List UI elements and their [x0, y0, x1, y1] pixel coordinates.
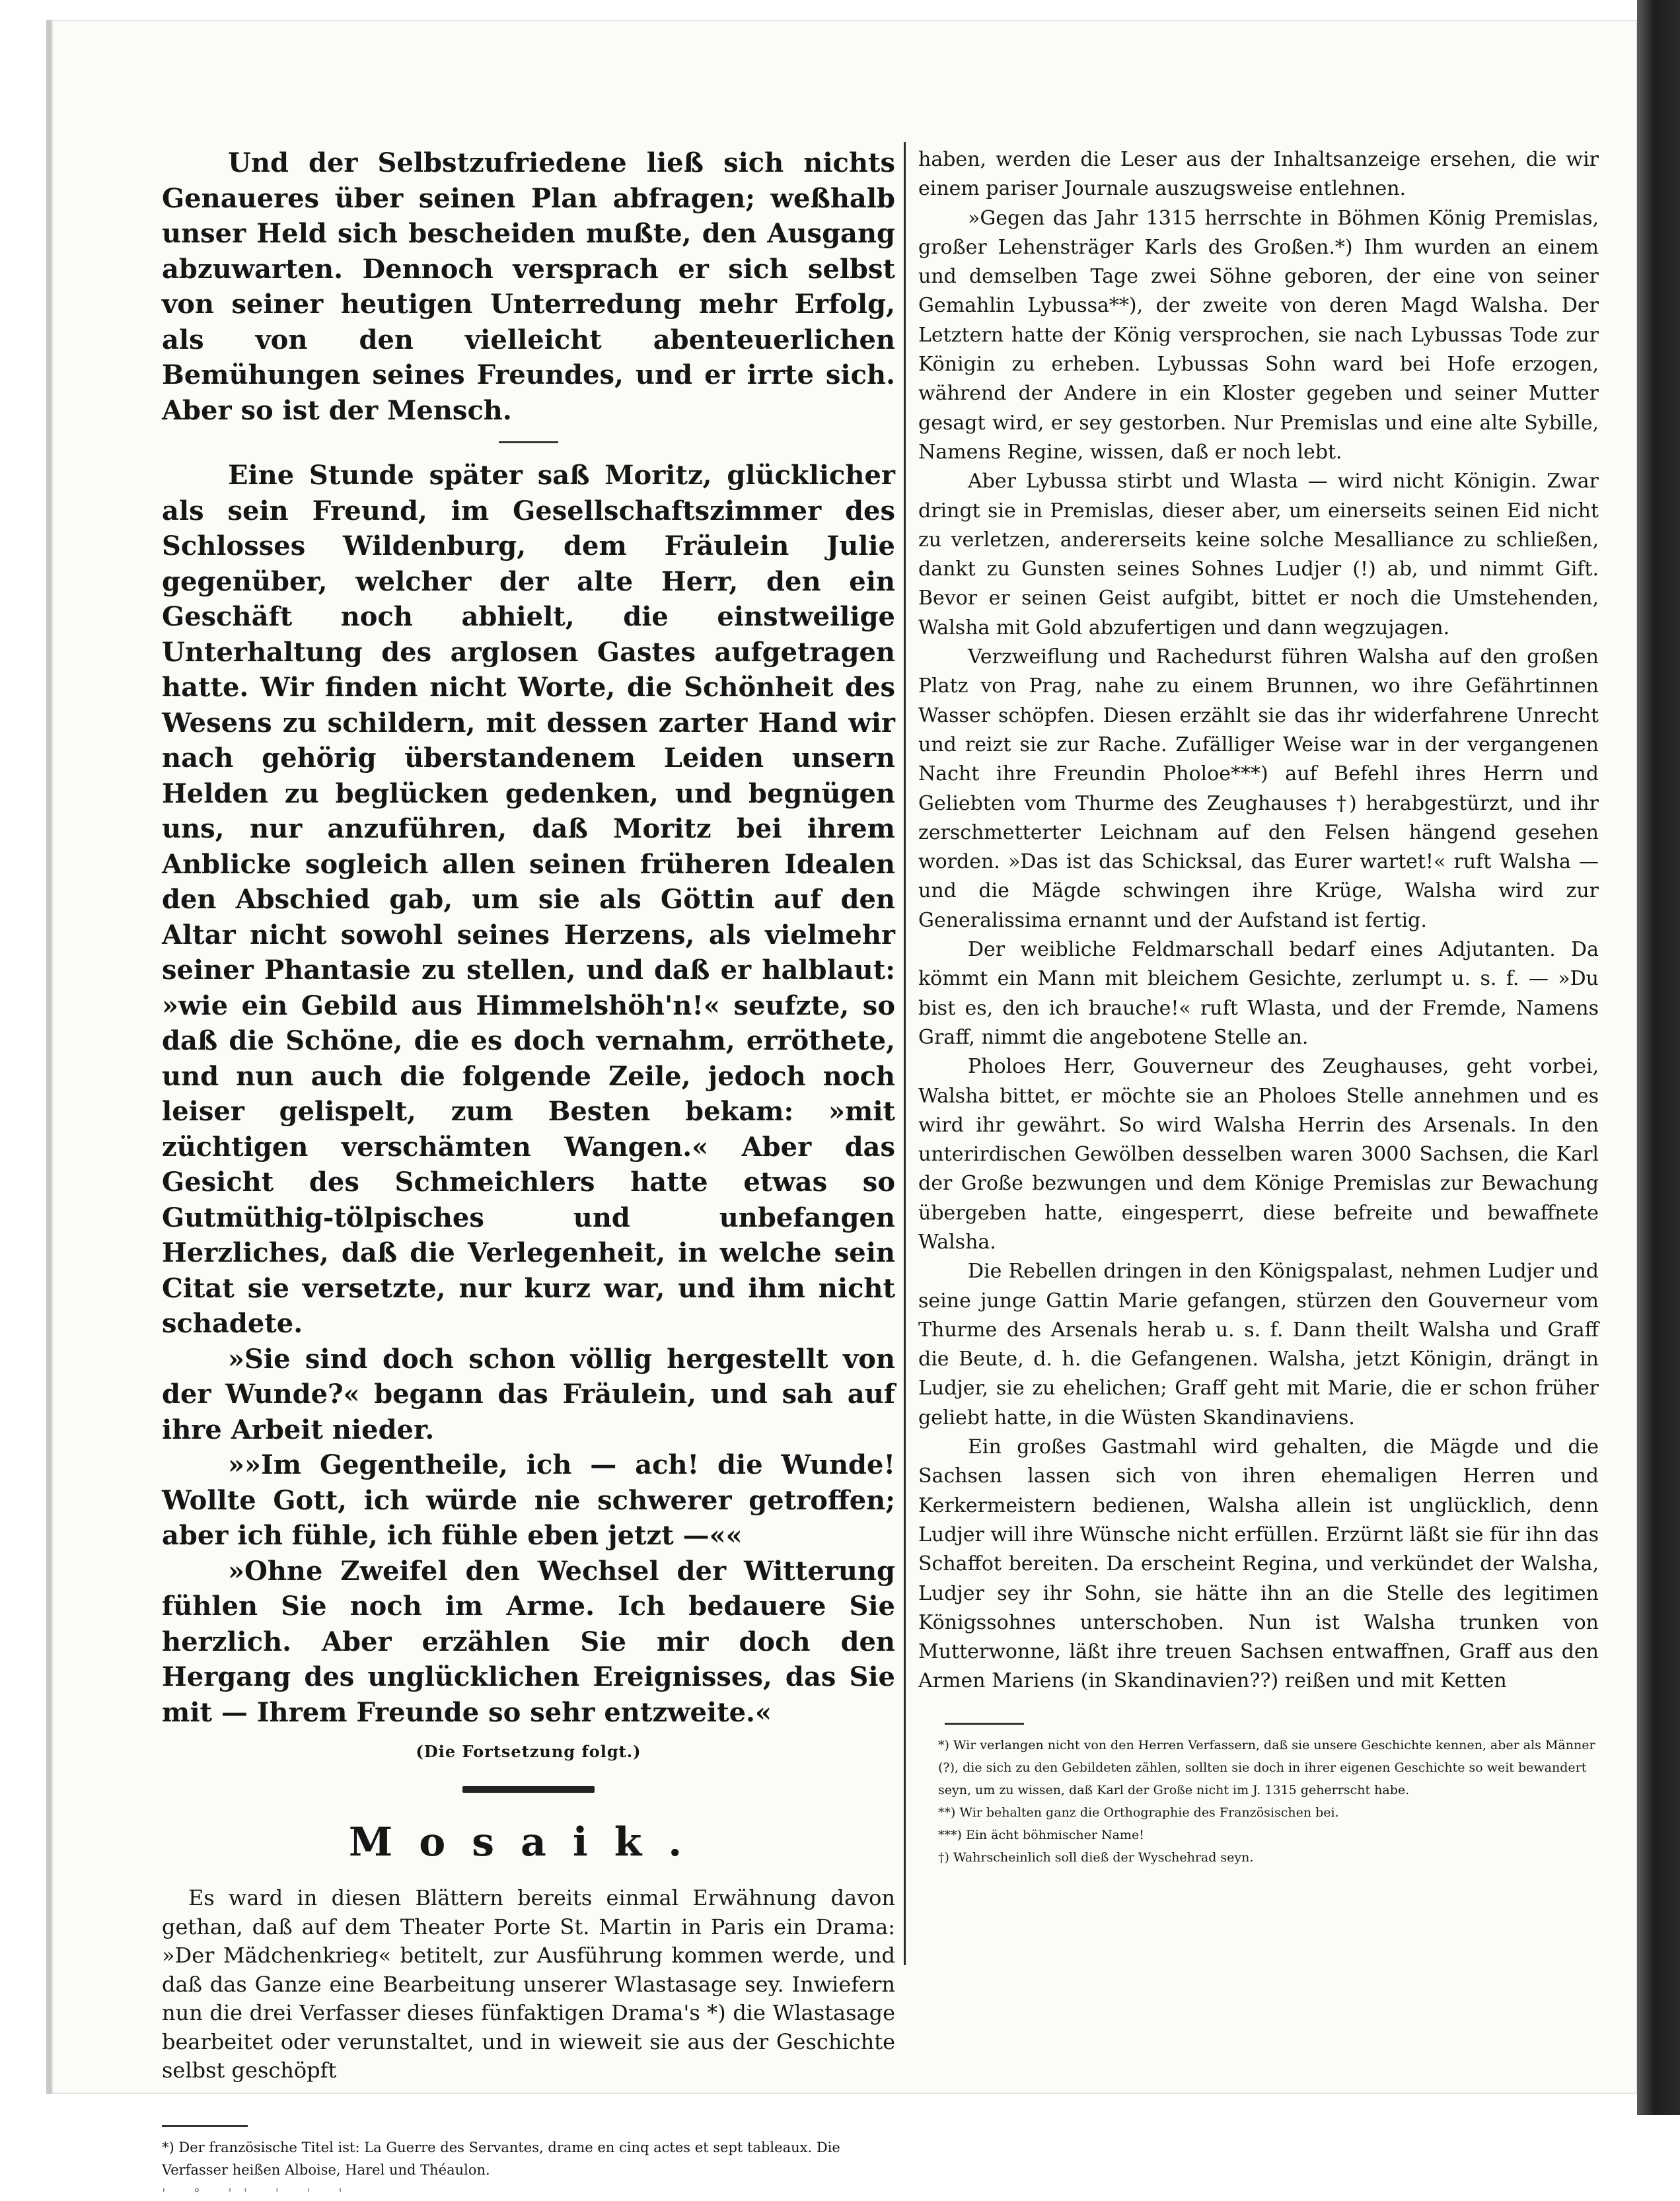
- footnote: **) Wir behalten ganz die Orthographie des Französischen bei.: [938, 1805, 1339, 1820]
- article-paragraph: Pholoes Herr, Gouverneur des Zeughauses, geht vorbei, Walsha bittet, er möchte sie an Pholoes Stelle annehmen und es wird ihr gewährt. So wird Walsha Herrin des Arsenals. In den unterirdischen Gewölben desselben waren 3000 Sachsen, die Karl der Große bezwungen und dem Könige Premislas zur Bewachung übergeben hatte, eingesperrt, diese befreite und bewaffnete Walsha.: [918, 1055, 1599, 1254]
- section-separator: [499, 441, 558, 443]
- article-paragraph: Der weibliche Feldmarschall bedarf eines Adjutanten. Da kömmt ein Mann mit bleichem Gesichte, zerlumpt u. s. f. — »Du bist es, den ich brauche!« ruft Wlasta, und der Fremde, Namens Graff, nimmt die angebotene Stelle an.: [918, 938, 1599, 1049]
- story-paragraph: Eine Stunde später saß Moritz, glücklicher als sein Freund, im Gesellschaftszimmer des Schlosses Wildenburg, dem Fräulein Julie gegenüber, welcher der alte Herr, den ein Geschäft noch abhielt, die einstweilige Unterhaltung des arglosen Gastes aufgetragen hatte. Wir finden nicht Worte, die Schönheit des Wesens zu schildern, mit dessen zarter Hand wir nach gehörig überstandenem Leiden unsern Helden zu beglücken gedenken, und begnügen uns, nur anzuführen, daß Moritz bei ihrem Anblicke sogleich allen seinen früheren Idealen den Abschied gab, um sie als Göttin auf den Altar nicht sowohl seines Herzens, als vielmehr seiner Phantasie zu stellen, und daß er halblaut: »wie ein Gebild aus Himmelshöh'n!« seufzte, so daß die Schöne, die es doch vernahm, erröthete, und nun auch die folgende Zeile, jedoch noch leiser gelispelt, zum Besten bekam: »mit züchtigen verschämten Wangen.« Aber das Gesicht des Schmeichlers hatte etwas so Gutmüthig-tölpisches und unbefangen Herzliches, daß die Verlegenheit, in welche sein Citat sie versetzte, nur kurz war, und ihm nicht schadete.: [162, 460, 895, 1339]
- footnote: *) Der französische Titel ist: La Guerre des Servantes, drame en cinq actes et sept tableaux. Die Verfasser heißen Alboise, Harel und Théaulon.: [162, 2139, 840, 2178]
- right-column: [918, 145, 1599, 1869]
- footnote-rule: [945, 1723, 1024, 1725]
- story-paragraph: »Ohne Zweifel den Wechsel der Witterung fühlen Sie noch im Arme. Ich bedauere Sie herzlich. Aber erzählen Sie mir doch den Hergang des unglücklichen Ereignisses, das Sie mit — Ihrem Freunde so sehr entzweite.«: [162, 1555, 895, 1728]
- article-paragraph: Die Rebellen dringen in den Königspalast, nehmen Ludjer und seine junge Gattin Marie gefangen, stürzen den Gouverneur vom Thurme des Arsenals herab u. s. f. Dann theilt Walsha und Graff die Beute, d. h. die Gefangenen. Walsha, jetzt Königin, drängt in Ludjer, sie zu ehelichen; Graff geht mit Marie, die er schon früher geliebt hatte, in die Wüsten Skandinaviens.: [918, 1260, 1599, 1429]
- article-paragraph: Ein großes Gastmahl wird gehalten, die Mägde und die Sachsen lassen sich von ihren ehemaligen Herren und Kerkermeistern bedienen, Walsha allein ist unglücklich, denn Ludjer will ihre Wünsche nicht erfüllen. Erzürnt läßt sie für ihn das Schaffot bereiten. Da erscheint Regina, und verkündet der Walsha, Ludjer sey ihr Sohn, sie hätte ihn an die Stelle des legitimen Königssohnes unterschoben. Nun ist Walsha trunken von Mutterwonne, läßt ihre treuen Sachsen entwaffnen, Graff aus den Armen Mariens (in Skandinavien??) reißen und mit Ketten: [918, 1435, 1599, 1693]
- page-edge-shadow: [1637, 0, 1680, 2115]
- heading-rule: [462, 1786, 595, 1793]
- article-paragraph: haben, werden die Leser aus der Inhaltsanzeige ersehen, die wir einem pariser Journale auszugsweise entlehnen.: [918, 148, 1599, 201]
- article-paragraph: »Gegen das Jahr 1315 herrschte in Böhmen König Premislas, großer Lehensträger Karls des Großen.*) Ihm wurden an einem und demselben Tage zwei Söhne geboren, der eine von seiner Gemahlin Lybussa**), der zweite von deren Magd Walsha. Der Letztern hatte der König versprochen, sie nach Lybussas Tode zur Königin zu erheben. Lybussas Sohn ward bei Hofe erzogen, während der Andere in ein Kloster gegeben und seiner Mutter gesagt wird, er sey gestorben. Nur Premislas und eine alte Sybille, Namens Regine, wissen, daß er noch lebt.: [918, 206, 1599, 464]
- footnote: *) Wir verlangen nicht von den Herren Verfassern, daß sie unsere Geschichte kennen, aber als Männer (?), die sich zu den Gebildeten zählen, sollten sie doch in ihrer eigenen Geschichte so weit bewandert seyn, um zu wissen, daß Karl der Große nicht im J. 1315 geherrscht habe.: [938, 1737, 1595, 1797]
- left-column: [162, 145, 895, 2201]
- footnote-rule: [162, 2125, 248, 2127]
- story-paragraph: »Sie sind doch schon völlig hergestellt von der Wunde?« begann das Fräulein, und sah auf ihre Arbeit nieder.: [162, 1343, 895, 1445]
- print-smudge: ' ° '' ' ' ': [162, 2184, 354, 2201]
- section-heading: Mosaik.: [348, 1819, 709, 1865]
- story-paragraph: Und der Selbstzufriedene ließ sich nichts Genaueres über seinen Plan abfragen; weßhalb unser Held sich bescheiden mußte, den Ausgang abzuwarten. Dennoch versprach er sich selbst von seiner heutigen Unterredung mehr Erfolg, als von den vielleicht abenteuerlichen Bemühungen seines Freundes, und er irrte sich. Aber so ist der Mensch.: [162, 147, 895, 426]
- article-paragraph: Verzweiflung und Rachedurst führen Walsha auf den großen Platz von Prag, nahe zu einem Brunnen, wo ihre Gefährtinnen Wasser schöpfen. Diesen erzählt sie das ihr widerfahrene Unrecht und reizt sie zur Rache. Zufälliger Weise war in der vergangenen Nacht ihre Freundin Pholoe***) auf Befehl ihres Herrn und Geliebten vom Thurme des Zeughauses †) herabgestürzt, und ihr zerschmetterter Leichnam auf den Felsen hängend gesehen worden. »Das ist das Schicksal, das Eurer wartet!« ruft Walsha — und die Mägde schwingen ihre Krüge, Walsha wird zur Generalissima ernannt und der Aufstand ist fertig.: [918, 645, 1599, 932]
- continuation-note: (Die Fortsetzung folgt.): [416, 1742, 641, 1761]
- story-paragraph: »»Im Gegentheile, ich — ach! die Wunde! Wollte Gott, ich würde nie schwerer getroffen; aber ich fühle, ich fühle eben jetzt —««: [162, 1449, 895, 1551]
- article-paragraph: Aber Lybussa stirbt und Wlasta — wird nicht Königin. Zwar dringt sie in Premislas, dieser aber, um einerseits seinen Eid nicht zu verletzen, andererseits keine solche Mesalliance zu schließen, dankt zu Gunsten seines Sohnes Ludjer (!) ab, und nimmt Gift. Bevor er seinen Geist aufgibt, bittet er noch die Umstehenden, Walsha mit Gold abzufertigen und dann wegzujagen.: [918, 470, 1599, 639]
- mosaik-paragraph: Es ward in diesen Blättern bereits einmal Erwähnung davon gethan, daß auf dem Theater Porte St. Martin in Paris ein Drama: »Der Mädchenkrieg« betitelt, zur Ausführung kommen werde, und daß das Ganze eine Bearbeitung unserer Wlastasage sey. Inwiefern nun die drei Verfasser dieses fünfaktigen Drama's *) die Wlastasage bearbeitet oder verunstaltet, und in wieweit sie aus der Geschichte selbst geschöpft: [162, 1885, 895, 2083]
- footnote: †) Wahrscheinlich soll dieß der Wyschehrad seyn.: [938, 1850, 1254, 1865]
- footnote: ***) Ein ächt böhmischer Name!: [938, 1827, 1144, 1842]
- column-divider: [904, 142, 906, 1965]
